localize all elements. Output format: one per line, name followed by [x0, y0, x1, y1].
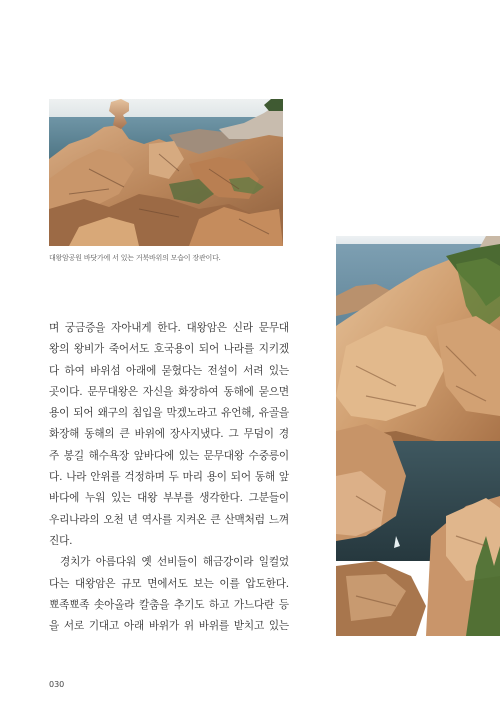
text-line: 주 봉길 해수욕장 앞바다에 있는 문무대왕 수중릉이 [49, 449, 289, 462]
text-line: 화장해 동해의 큰 바위에 장사지냈다. 그 무덤이 경 [49, 428, 289, 441]
text-line: 용이 되어 왜구의 침입을 막겠노라고 유언해, 유골을 [49, 407, 289, 420]
text-line: 우리나라의 오천 년 역사를 지켜온 큰 산맥처럼 느껴 [49, 513, 289, 526]
text-line: 다는 대왕암은 규모 면에서도 보는 이를 압도한다. [49, 577, 289, 590]
cliff-sea-photo [336, 236, 500, 636]
photo-caption: 대왕암공원 바닷가에 서 있는 거북바위의 모습이 장관이다. [49, 254, 221, 262]
coastal-rocks-photo [49, 99, 283, 246]
text-line: 경치가 아름다워 옛 선비들이 해금강이라 일컬었 [60, 556, 289, 569]
text-line: 곳이다. 문무대왕은 자신을 화장하여 동해에 묻으면 [49, 385, 289, 398]
page-number: 030 [49, 680, 65, 689]
body-text [49, 318, 289, 637]
text-line: 며 궁금증을 자아내게 한다. 대왕암은 신라 문무대 [49, 322, 289, 334]
text-line: 다 하여 바위섬 아래에 묻혔다는 전설이 서려 있는 [49, 364, 289, 377]
text-line: 뾰족뾰족 솟아올라 칼춤을 추기도 하고 가느다란 등 [49, 598, 289, 611]
text-line: 다. 나라 안위를 걱정하며 두 마리 용이 되어 동해 앞 [49, 471, 289, 484]
text-line: 왕의 왕비가 죽어서도 호국용이 되어 나라를 지키겠 [49, 343, 289, 356]
text-line: 을 서로 기대고 아래 바위가 위 바위를 받치고 있는 [49, 620, 289, 633]
text-line: 바다에 누워 있는 대왕 부부를 생각한다. 그분들이 [49, 492, 289, 505]
text-line: 진다. [49, 534, 73, 547]
